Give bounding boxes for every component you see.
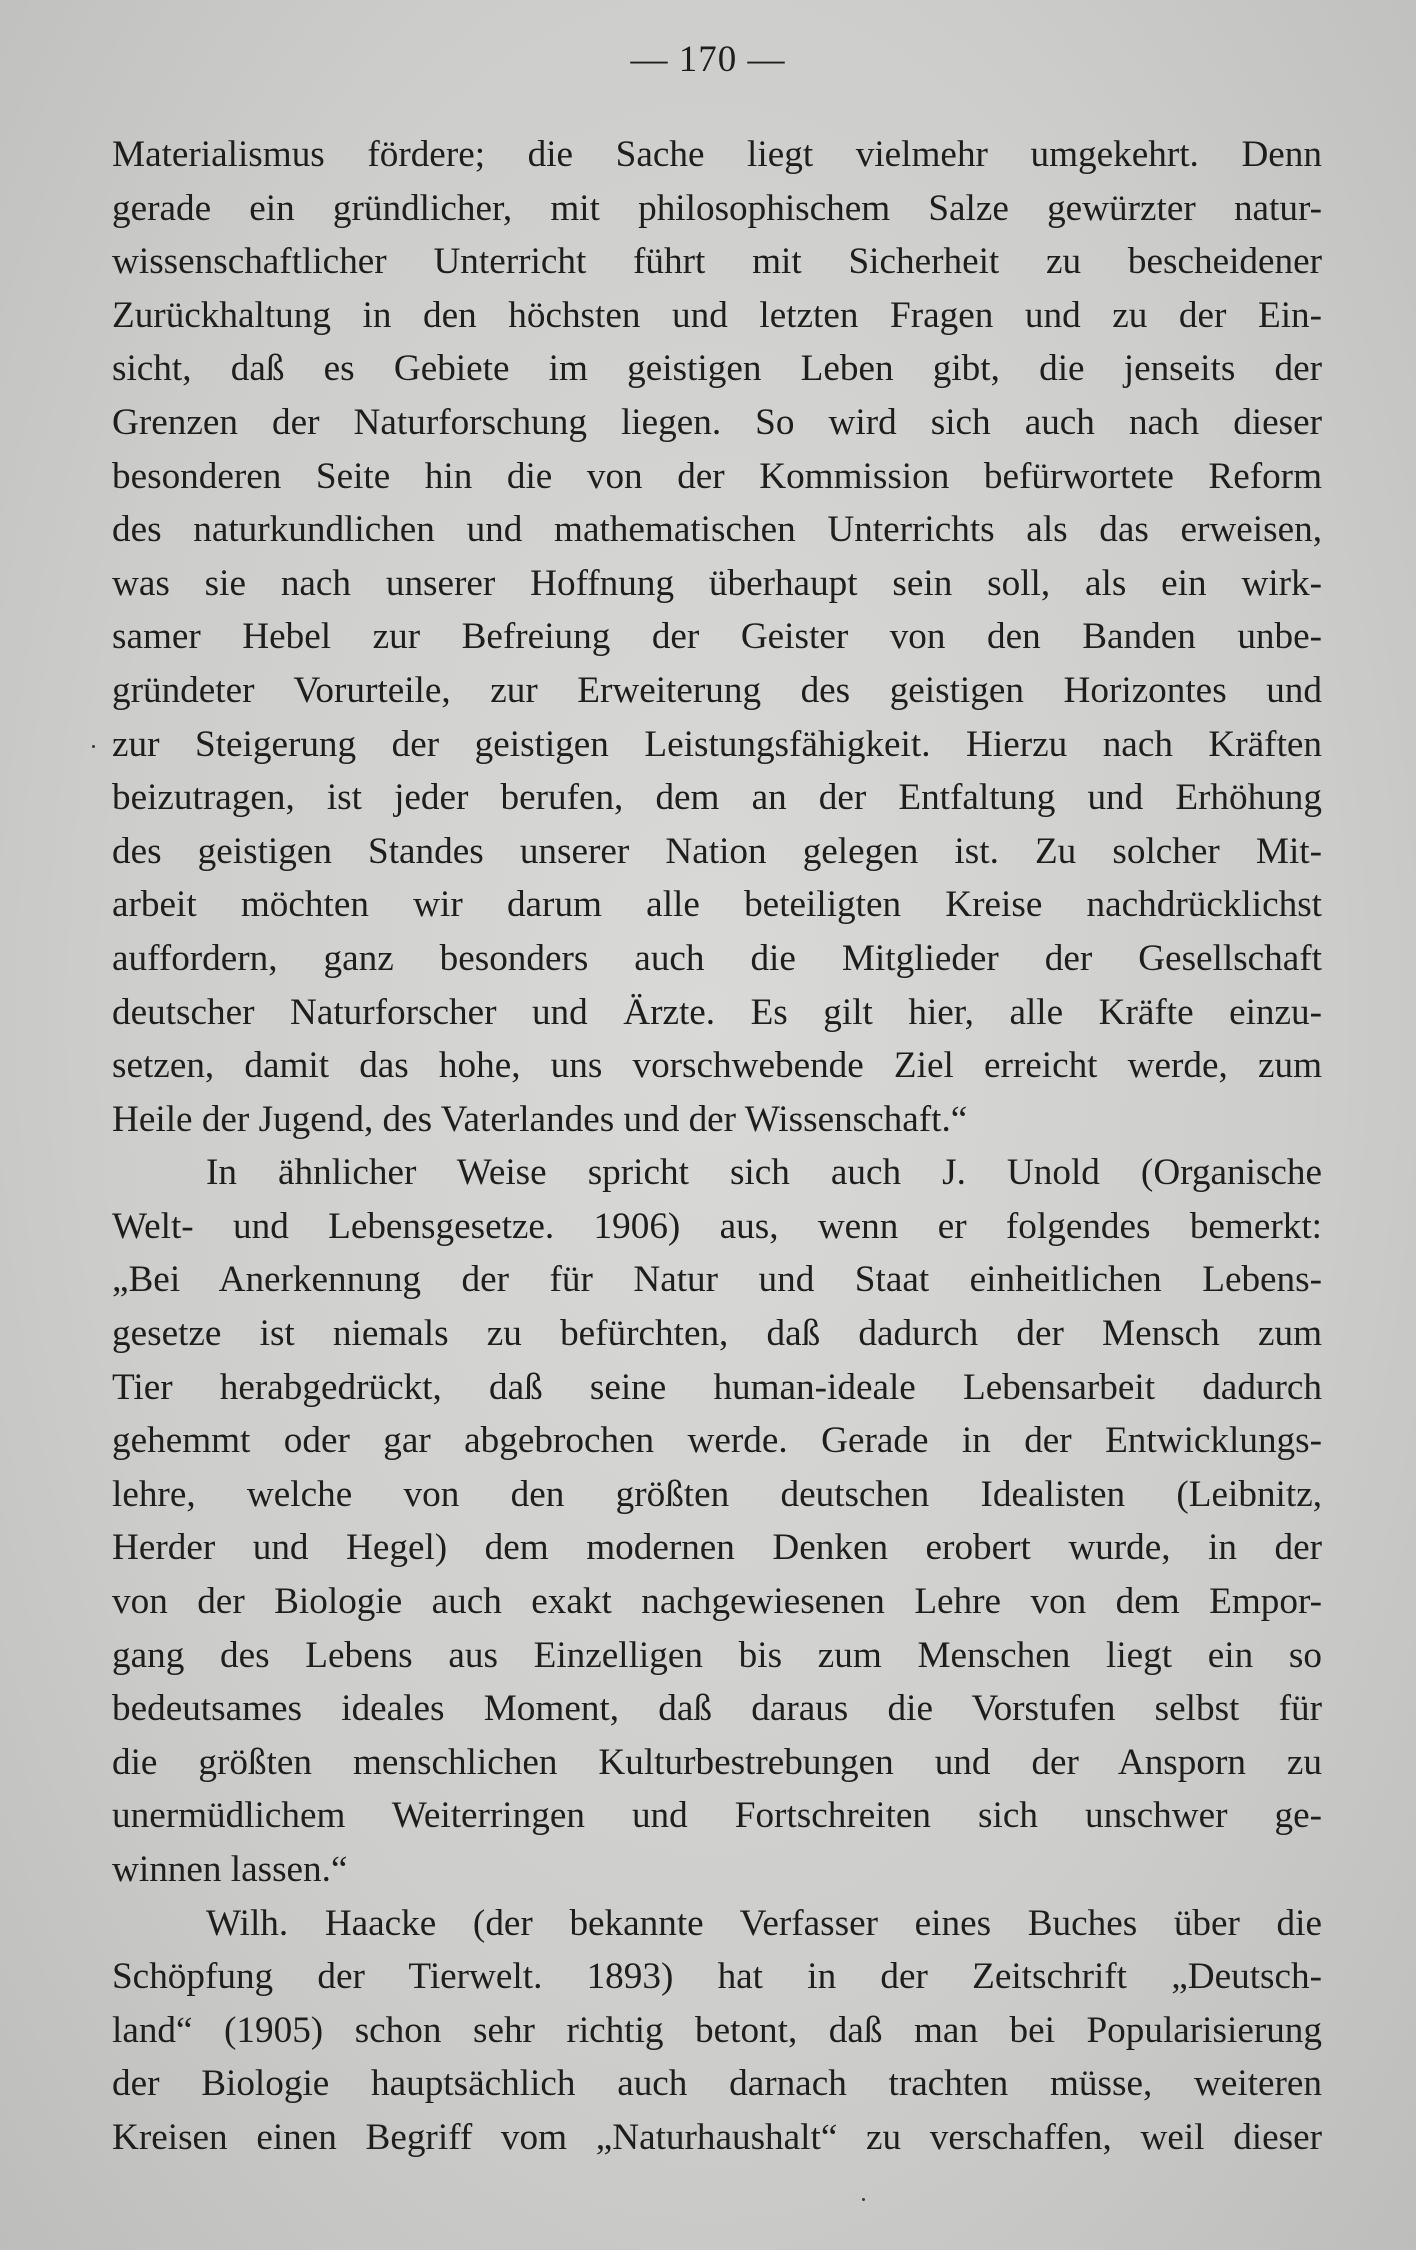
print-speck [862,2198,865,2201]
text-line: Tier herabgedrückt, daß seine human-ideale Lebensarbeit dadurch [112,1366,1322,1408]
text-line: Wilh. Haacke (der bekannte Verfasser eines Buches über die [206,1902,1322,1944]
text-line: wissenschaftlicher Unterricht führt mit Sicherheit zu bescheidener [112,241,1322,283]
text-line: der Biologie hauptsächlich auch darnach trachten müsse, weiteren [112,2063,1322,2105]
text-line: winnen lassen.“ [112,1849,348,1890]
text-line: Grenzen der Naturforschung liegen. So wird sich auch nach dieser [112,401,1322,443]
text-line: besonderen Seite hin die von der Kommission befürwortete Reform [112,455,1322,497]
text-line: von der Biologie auch exakt nachgewiesenen Lehre von dem Empor- [112,1581,1322,1623]
text-line: unermüdlichem Weiterringen und Fortschreiten sich unschwer ge- [112,1795,1322,1837]
text-line: beizutragen, ist jeder berufen, dem an der Entfaltung und Erhöhung [112,777,1322,819]
text-line: des geistigen Standes unserer Nation gelegen ist. Zu solcher Mit- [112,830,1322,872]
text-line: In ähnlicher Weise spricht sich auch J. Unold (Organische [206,1152,1322,1194]
text-line: die größten menschlichen Kulturbestrebungen und der Ansporn zu [112,1741,1322,1783]
text-line: lehre, welche von den größten deutschen Idealisten (Leibnitz, [112,1473,1322,1515]
text-line: Materialismus fördere; die Sache liegt vielmehr umgekehrt. Denn [112,134,1322,175]
text-line: gang des Lebens aus Einzelligen bis zum Menschen liegt ein so [112,1634,1322,1676]
text-line: Heile der Jugend, des Vaterlandes und der Wissenschaft.“ [112,1098,968,1140]
text-line: Herder und Hegel) dem modernen Denken erobert wurde, in der [112,1527,1322,1569]
text-line: gehemmt oder gar abgebrochen werde. Gerade in der Entwicklungs- [112,1420,1322,1462]
text-line: gründeter Vorurteile, zur Erweiterung des geistigen Horizontes und [112,669,1322,711]
text-line: bedeutsames ideales Moment, daß daraus die Vorstufen selbst für [112,1688,1322,1730]
text-line: arbeit möchten wir darum alle beteiligten Kreise nachdrücklichst [112,884,1322,926]
text-line: Schöpfung der Tierwelt. 1893) hat in der Zeitschrift „Deutsch- [112,1956,1322,1998]
text-line: land“ (1905) schon sehr richtig betont, daß man bei Popularisierung [112,2009,1322,2051]
page-number: — 170 — [630,39,786,80]
text-line: sicht, daß es Gebiete im geistigen Leben gibt, die jenseits der [112,348,1322,390]
print-speck [92,745,95,748]
text-line: samer Hebel zur Befreiung der Geister von den Banden unbe- [112,616,1322,658]
text-line: deutscher Naturforscher und Ärzte. Es gilt hier, alle Kräfte einzu- [112,991,1322,1033]
body-text [112,128,1322,2165]
text-line: zur Steigerung der geistigen Leistungsfähigkeit. Hierzu nach Kräften [112,723,1322,765]
text-line: auffordern, ganz besonders auch die Mitglieder der Gesellschaft [112,937,1322,979]
text-line: gerade ein gründlicher, mit philosophischem Salze gewürzter natur- [112,187,1322,229]
text-line: des naturkundlichen und mathematischen Unterrichts als das erweisen, [112,509,1322,551]
text-line: Zurückhaltung in den höchsten und letzten Fragen und zu der Ein- [112,294,1322,336]
text-line: was sie nach unserer Hoffnung überhaupt sein soll, als ein wirk- [112,562,1322,604]
text-line: Kreisen einen Begriff vom „Naturhaushalt“ zu verschaffen, weil dieser [112,2116,1322,2158]
text-line: „Bei Anerkennung der für Natur und Staat einheitlichen Lebens- [112,1259,1322,1301]
text-line: setzen, damit das hohe, uns vorschwebende Ziel erreicht werde, zum [112,1045,1322,1087]
text-line: gesetze ist niemals zu befürchten, daß dadurch der Mensch zum [112,1313,1322,1355]
text-line: Welt- und Lebensgesetze. 1906) aus, wenn er folgendes bemerkt: [112,1205,1322,1247]
